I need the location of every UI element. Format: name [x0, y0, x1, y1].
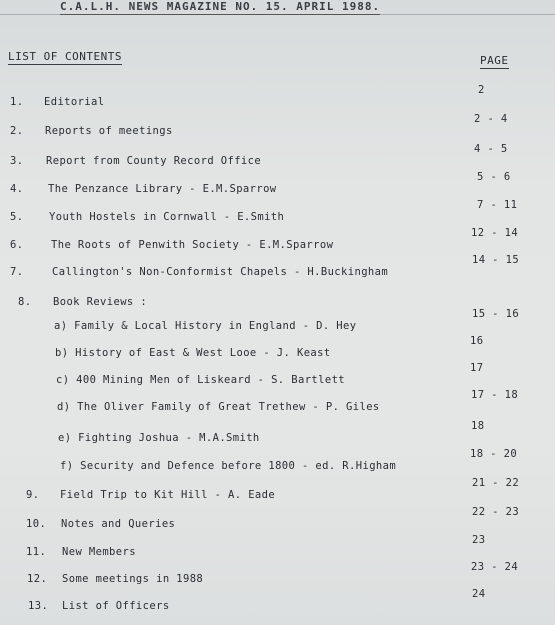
entry-number: 2.	[10, 125, 24, 137]
entry-number: 7.	[10, 266, 24, 278]
entry-title: The Penzance Library - E.M.Sparrow	[48, 183, 277, 195]
entry-title: d) The Oliver Family of Great Trethew - P. Giles	[57, 401, 380, 413]
entry-page: 4 - 5	[474, 143, 508, 155]
entry-number: 12.	[27, 573, 48, 585]
entry-title: c) 400 Mining Men of Liskeard - S. Bartlett	[56, 374, 346, 386]
list-title: LIST OF CONTENTS	[8, 50, 122, 63]
page-column-header: PAGE	[480, 54, 509, 67]
entry-page: 17 - 18	[471, 389, 519, 401]
entry-page: 12 - 14	[471, 227, 519, 239]
entry-page: 14 - 15	[472, 254, 520, 266]
entry-number: 4.	[10, 183, 24, 195]
entry-number: 10.	[26, 518, 47, 530]
entry-page: 24	[472, 588, 486, 600]
entry-page: 2	[478, 84, 485, 96]
entry-title: Callington's Non-Conformist Chapels - H.Buckingham	[52, 266, 389, 278]
entry-page: 18	[471, 420, 485, 432]
entry-title: Youth Hostels in Cornwall - E.Smith	[49, 211, 285, 223]
entry-page: 17	[470, 362, 484, 374]
entry-page: 22 - 23	[472, 506, 520, 518]
entry-page: 2 - 4	[474, 113, 508, 125]
entry-number: 3.	[10, 155, 24, 167]
entry-title: Field Trip to Kit Hill - A. Eade	[60, 489, 276, 501]
entry-number: 1.	[10, 96, 24, 108]
entry-title: The Roots of Penwith Society - E.M.Sparrow	[51, 239, 334, 251]
entry-number: 8.	[18, 296, 32, 308]
magazine-header: C.A.L.H. NEWS MAGAZINE NO. 15. APRIL 1988.	[60, 0, 381, 13]
entry-number: 9.	[26, 489, 40, 501]
entry-title: f) Security and Defence before 1800 - ed. R.Higham	[60, 460, 397, 472]
entry-title: Editorial	[44, 96, 105, 108]
entry-page: 15 - 16	[472, 308, 520, 320]
entry-title: Reports of meetings	[45, 125, 173, 137]
entry-title: Book Reviews :	[53, 296, 148, 308]
entry-number: 5.	[10, 211, 24, 223]
entry-title: e) Fighting Joshua - M.A.Smith	[58, 432, 260, 444]
entry-title: Report from County Record Office	[46, 155, 262, 167]
entry-page: 16	[470, 335, 484, 347]
entry-title: New Members	[62, 546, 136, 558]
entry-page: 21 - 22	[472, 477, 520, 489]
entry-page: 5 - 6	[477, 171, 511, 183]
entry-page: 23 - 24	[471, 561, 519, 573]
entry-number: 11.	[26, 546, 47, 558]
entry-title: a) Family & Local History in England - D. Hey	[54, 320, 357, 332]
entry-number: 6.	[10, 239, 24, 251]
entry-title: List of Officers	[62, 600, 170, 612]
entry-page: 7 - 11	[477, 199, 518, 211]
entry-title: Notes and Queries	[61, 518, 176, 530]
entry-title: b) History of East & West Looe - J. Keast	[55, 347, 331, 359]
entry-page: 23	[472, 534, 486, 546]
entry-number: 13.	[28, 600, 49, 612]
entry-title: Some meetings in 1988	[62, 573, 204, 585]
entry-page: 18 - 20	[470, 448, 518, 460]
